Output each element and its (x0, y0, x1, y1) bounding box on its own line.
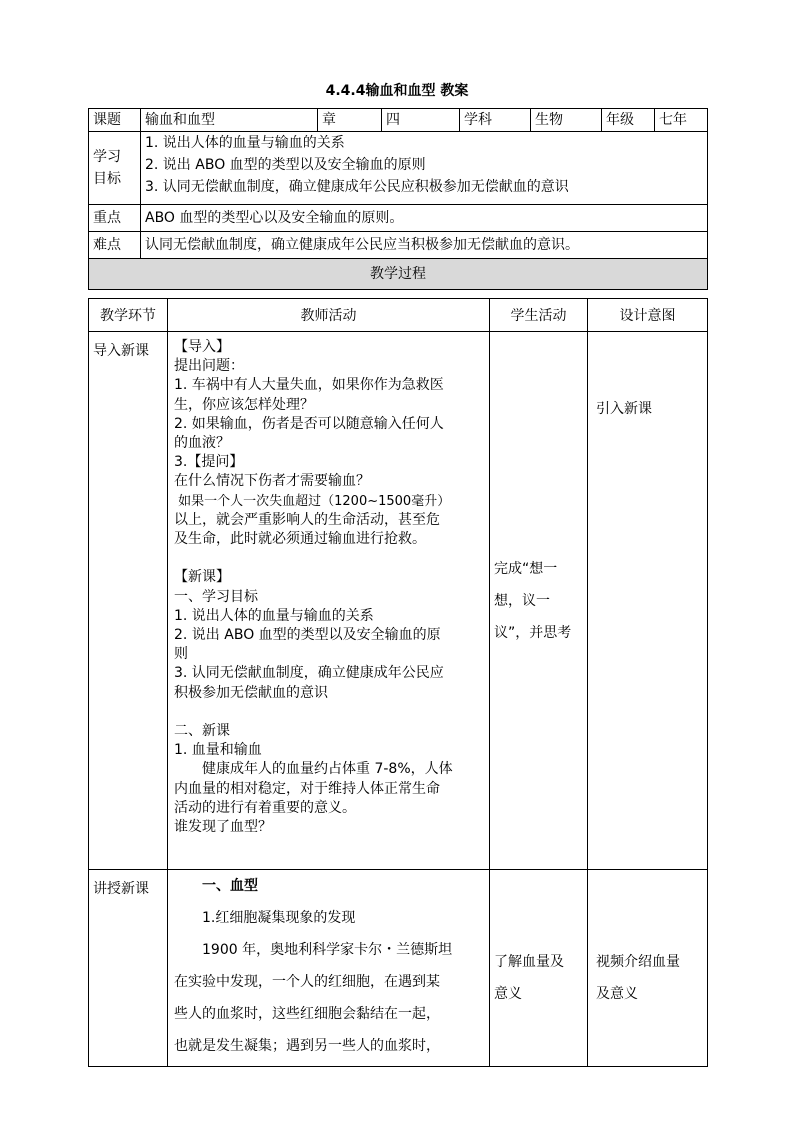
goals-content (141, 132, 708, 205)
text-line: 在实验中发现，一个人的红细胞，在遇到某 (174, 974, 440, 990)
header-design: 设计意图 (588, 299, 708, 332)
topic-label: 课题 (89, 109, 141, 132)
process-title-row (89, 259, 708, 290)
text-line: 了解血量及 (494, 954, 564, 970)
subject-value: 生物 (531, 109, 602, 132)
student-activity-intro (490, 332, 588, 870)
text-line: 【导入】 (174, 339, 230, 355)
text-line (174, 703, 483, 722)
chapter-label: 章 (318, 109, 382, 132)
text-line: 内血量的相对稳定，对于维持人体正常生命 (174, 780, 440, 797)
text-line: 【新课】 (174, 569, 230, 586)
student-activity-lecture (490, 870, 588, 1067)
text-line: 意义 (494, 986, 522, 1002)
info-row (89, 109, 708, 132)
grade-label: 年级 (602, 109, 655, 132)
goal-item: 2. 说出 ABO 血型的类型以及安全输血的原则 (145, 157, 426, 173)
section-heading: 一、血型 (202, 878, 258, 894)
goals-row (89, 132, 708, 205)
text-line: 也就是发生凝集；遇到另一些人的血浆时， (174, 1038, 440, 1054)
text-line: 健康成年人的血量约占体重 7-8%，人体 (202, 761, 453, 778)
text-line: 二、新课 (174, 723, 230, 740)
text-line: 2. 如果输血，伤者是否可以随意输入任何人 (174, 415, 444, 432)
goals-label (89, 132, 141, 205)
difficulty-row (89, 232, 708, 259)
text-line: 在什么情况下伤者才需要输血？ (174, 473, 370, 490)
goals-label-line2: 目标 (93, 171, 121, 187)
text-line: 些人的血浆时，这些红细胞会黏结在一起， (174, 1006, 440, 1022)
text-line: 积极参加无偿献血的意识 (174, 684, 328, 701)
text-line: 及意义 (596, 986, 638, 1002)
text-line: 议”，并思考 (494, 624, 572, 641)
goals-label-line1: 学习 (93, 149, 121, 165)
text-line (174, 549, 483, 568)
design-intent-lecture (588, 870, 708, 1067)
design-intent-intro (588, 332, 708, 870)
teaching-process-table (88, 298, 708, 1067)
text-line: 视频介绍血量 (596, 954, 680, 970)
lecture-row (89, 870, 708, 1067)
subject-label: 学科 (460, 109, 531, 132)
difficulty-text: 认同无偿献血制度，确立健康成年公民应当积极参加无偿献血的意识。 (141, 232, 708, 259)
design-intent-text: 引入新课 (596, 401, 652, 417)
subsection-heading: 1.红细胞凝集现象的发现 (202, 910, 356, 926)
difficulty-label: 难点 (89, 232, 141, 259)
header-teacher: 教师活动 (168, 299, 490, 332)
text-line: 的血液？ (174, 435, 230, 452)
key-point-label: 重点 (89, 205, 141, 232)
intro-row (89, 332, 708, 870)
text-line: 1. 说出人体的血量与输血的关系 (174, 607, 374, 624)
header-stage: 教学环节 (89, 299, 168, 332)
text-line: 2. 说出 ABO 血型的类型以及安全输血的原 (174, 627, 441, 644)
lesson-info-table (88, 108, 708, 290)
text-line: 以上，就会严重影响人的生命活动，甚至危 (174, 511, 440, 528)
text-line: 如果一个人一次失血超过（1200~1500毫升） (174, 493, 451, 509)
goal-item: 1. 说出人体的血量与输血的关系 (145, 135, 345, 151)
stage-lecture: 讲授新课 (89, 870, 168, 1067)
text-line: 则 (174, 646, 188, 663)
text-line: 1900 年，奥地利科学家卡尔・兰德斯坦 (202, 942, 453, 958)
chapter-value: 四 (382, 109, 460, 132)
topic-value: 输血和血型 (141, 109, 318, 132)
text-line: 3. 认同无偿献血制度，确立健康成年公民应 (174, 665, 444, 682)
text-line: 完成“想一 (494, 560, 558, 577)
text-line: 1. 车祸中有人大量失血，如果你作为急救医 (174, 377, 444, 394)
teacher-activity-lecture (168, 870, 490, 1067)
text-line: 一、学习目标 (174, 588, 258, 605)
text-line: 想，议一 (494, 592, 550, 609)
text-line: 及生命，此时就必须通过输血进行抢救。 (174, 531, 426, 548)
text-line: 1. 血量和输血 (174, 742, 262, 759)
document-title: 4.4.4输血和血型 教案 (325, 83, 469, 99)
key-point-text: ABO 血型的类型心以及安全输血的原则。 (141, 205, 708, 232)
text-line: 提出问题： (174, 358, 244, 375)
text-line: 3.【提问】 (174, 454, 244, 471)
grade-value: 七年 (655, 109, 708, 132)
text-line: 谁发现了血型？ (174, 819, 272, 836)
header-row (89, 299, 708, 332)
text-line: 生，你应该怎样处理？ (174, 396, 314, 413)
goal-item: 3. 认同无偿献血制度，确立健康成年公民应积极参加无偿献血的意识 (145, 179, 569, 195)
key-point-row (89, 205, 708, 232)
header-student: 学生活动 (490, 299, 588, 332)
stage-intro: 导入新课 (89, 332, 168, 870)
teacher-activity-intro (168, 332, 490, 870)
text-line: 活动的进行有着重要的意义。 (174, 799, 356, 816)
process-title: 教学过程 (89, 259, 708, 290)
